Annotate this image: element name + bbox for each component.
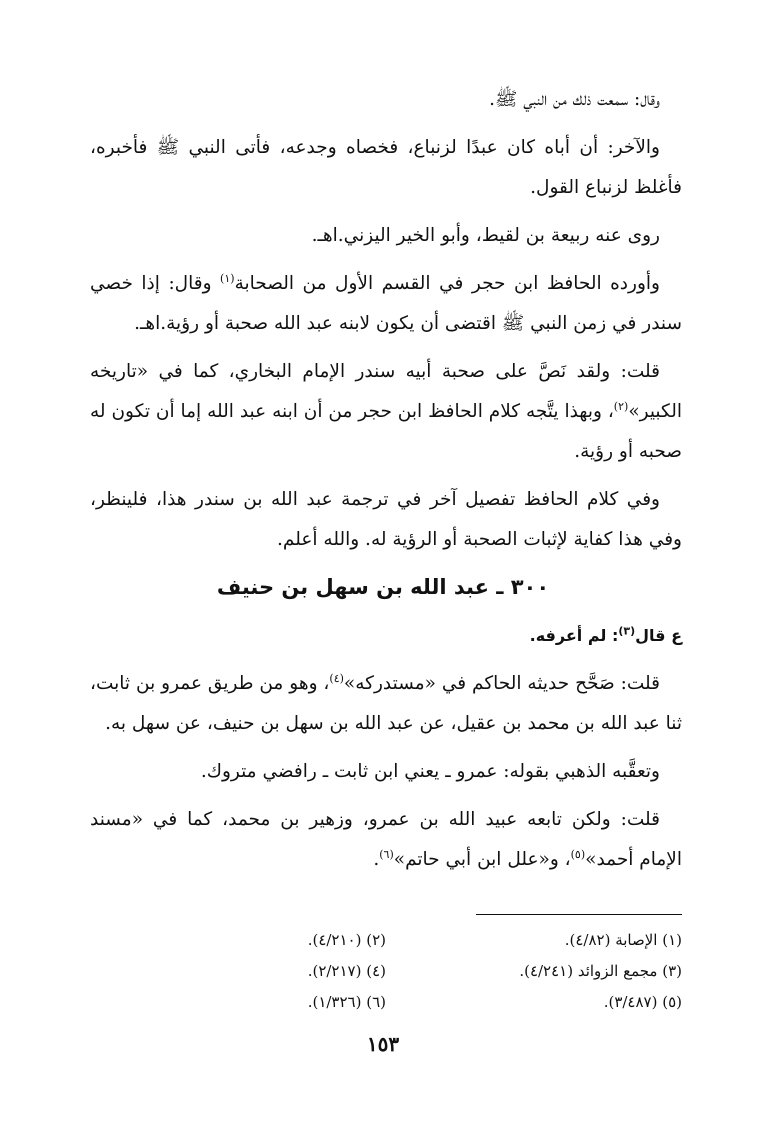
- paragraph: [90, 264, 682, 344]
- footnote-row: [90, 925, 682, 956]
- footnote: (٦) (١/٣٢٦).: [307, 993, 386, 1011]
- paragraph-text: وأورده الحافظ ابن حجر في القسم الأول من الصحابة: [234, 273, 660, 294]
- footnote-ref: (٥): [570, 847, 586, 861]
- paragraph: [90, 352, 682, 472]
- paragraph-text: قلت: ولقد نَصَّ على صحبة أبيه سندر الإمام البخاري، كما في «تاريخه الكبير»: [90, 361, 682, 422]
- paragraph-text: وتعقَّبه الذهبي بقوله: عمرو ـ يعني ابن ثابت ـ رافضي متروك.: [200, 761, 660, 782]
- footnote: (٤) (٢/٢١٧).: [307, 962, 386, 980]
- body-text-bottom: [90, 616, 682, 888]
- paragraph-text: ، وهو من طريق عمرو بن ثابت، ثنا عبد الله بن محمد بن عقيل، عن عبد الله بن سهل بن حنيف، عن سهل به.: [90, 673, 682, 734]
- paragraph-text: روى عنه ربيعة بن لقيط، وأبو الخير اليزني.اهـ.: [311, 225, 660, 246]
- paragraph-text: ع قال: [635, 626, 682, 645]
- footnote-ref: (٢): [613, 399, 629, 413]
- footnote-ref: (٤): [329, 671, 344, 685]
- paragraph: [90, 616, 682, 656]
- paragraph: [90, 800, 682, 880]
- paragraph: [90, 216, 682, 256]
- footnote: (١) الإصابة (٤/٨٢).: [564, 931, 682, 949]
- paragraph-text: قلت: صَحَّح حديثه الحاكم في «مستدركه»: [343, 673, 660, 694]
- paragraph: [90, 480, 682, 560]
- paragraph-text: وفي كلام الحافظ تفصيل آخر في ترجمة عبد الله بن سندر هذا، فلينظر، وفي هذا كفاية لإثبات الصحبة أو الرؤية له. والله أعلم.: [90, 489, 682, 550]
- footnote: (٥) (٣/٤٨٧).: [603, 993, 682, 1011]
- body-text-top: [90, 80, 682, 568]
- paragraph-text: وقال: إذا خصي سندر في زمن النبي ﷺ اقتضى أن يكون لابنه عبد الله صحبة أو رؤية.اهـ.: [90, 273, 682, 334]
- footnote-divider: [476, 914, 682, 915]
- footnote: (٣) مجمع الزوائد (٤/٢٤١).: [519, 962, 682, 980]
- footnote-row: [90, 956, 682, 987]
- paragraph-text: والآخر: أن أباه كان عبدًا لزنباع، فخصاه وجدعه، فأتى النبي ﷺ فأخبره، فأغلظ لزنباع القول.: [90, 137, 682, 198]
- footnotes: [90, 925, 682, 1018]
- section-heading: ٣٠٠ ـ عبد الله بن سهل بن حنيف: [216, 575, 550, 599]
- paragraph: [90, 664, 682, 744]
- paragraph-text: وقال: سمعت ذلك من النبي ﷺ.: [489, 89, 660, 110]
- paragraph-text: قلت: ولكن تابعه عبيد الله بن عمرو، وزهير بن محمد، كما في «مسند الإمام أحمد»: [90, 809, 682, 870]
- paragraph: [90, 80, 682, 120]
- paragraph-text: : لم أعرفه.: [529, 626, 619, 645]
- footnote: (٢) (٤/٢١٠).: [307, 931, 386, 949]
- page-number: ١٥٣: [366, 1032, 400, 1056]
- footnote-ref: (٦): [379, 847, 394, 861]
- footnote-ref: (١): [220, 271, 235, 285]
- footnote-row: [90, 987, 682, 1018]
- paragraph: [90, 752, 682, 792]
- paragraph-text: ، و«علل ابن أبي حاتم»: [393, 849, 571, 870]
- paragraph-text: ، وبهذا يتَّجه كلام الحافظ ابن حجر من أن ابنه عبد الله إما أن تكون له صحبه أو رؤية.: [90, 401, 682, 462]
- footnote-ref: (٣): [618, 624, 636, 638]
- paragraph: [90, 128, 682, 208]
- paragraph-text: .: [373, 849, 380, 870]
